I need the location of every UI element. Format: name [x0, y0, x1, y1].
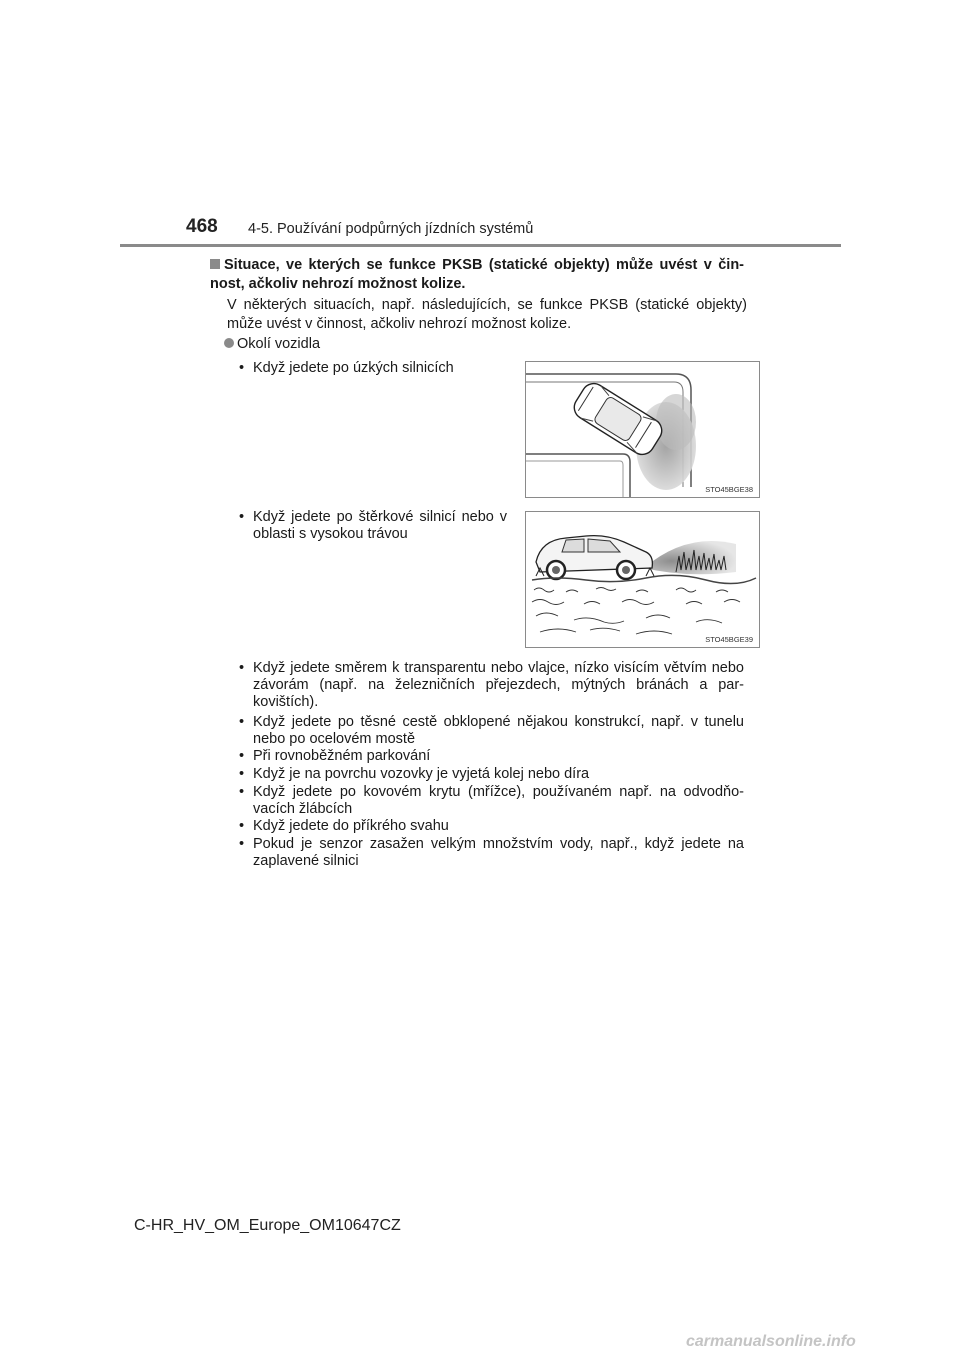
narrow-road-illustration — [526, 362, 759, 497]
header-divider — [120, 244, 841, 247]
list-item: • Když jedete po těsné cestě obklopené nějakou konstrukcí, např. v tunelu nebo po ocelovém mostě — [239, 714, 744, 747]
intro-paragraph: V některých situacích, např. následujících, se funkce PKSB (statické objekty) může uvést v činnost, ačkoliv nehrozí možnost kolize. — [227, 297, 747, 332]
bullet-icon: • — [239, 766, 245, 782]
watermark: carmanualsonline.info — [686, 1333, 856, 1350]
list-item: • Když jedete po štěrkové silnicí nebo v oblasti s vysokou trávou — [239, 509, 507, 542]
list-item: • Při rovnoběžném parkování — [239, 748, 431, 764]
bullet-icon: • — [239, 818, 245, 834]
heading-text: Situace, ve kterých se funkce PKSB (statické objekty) může uvést v čin-nost, ačkoliv nehrozí možnost kolize. — [210, 257, 744, 292]
page-number: 468 — [186, 216, 218, 237]
bullet-icon: • — [239, 836, 245, 852]
bullet-icon: • — [239, 714, 245, 730]
square-bullet-icon — [210, 259, 220, 269]
list-item: • Když jedete po úzkých silnicích — [239, 360, 454, 376]
bullet-icon: • — [239, 360, 245, 376]
circle-bullet-icon — [224, 338, 234, 348]
bullet-icon: • — [239, 509, 245, 525]
list-item: • Když je na povrchu vozovky je vyjetá kolej nebo díra — [239, 766, 590, 782]
list-item: • Když jedete směrem k transparentu nebo vlajce, nízko visícím větvím nebo závorám (např. na železničních přejezdech, mýtných bránách a par-kovištích). — [239, 660, 744, 710]
bullet-icon: • — [239, 748, 245, 764]
subsection-heading — [210, 256, 744, 294]
section-title: 4-5. Používání podpůrných jízdních systémů — [248, 221, 534, 237]
document-id: C-HR_HV_OM_Europe_OM10647CZ — [134, 1217, 401, 1234]
gravel-road-illustration — [526, 512, 759, 647]
list-item: • Když jedete do příkrého svahu — [239, 818, 449, 834]
figure-id: STO45BGE39 — [705, 635, 753, 644]
bullet-icon: • — [239, 660, 245, 676]
list-item: • Pokud je senzor zasažen velkým množstvím vody, např., když jedete na zaplavené silnici — [239, 836, 744, 869]
bullet-icon: • — [239, 784, 245, 800]
figure-gravel-road — [525, 511, 760, 648]
surroundings-label: Okolí vozidla — [237, 336, 321, 352]
figure-id: STO45BGE38 — [705, 485, 753, 494]
list-item: • Když jedete po kovovém krytu (mřížce), používaném např. na odvodňo-vacích žlábcích — [239, 784, 744, 817]
surroundings-heading — [224, 335, 320, 354]
figure-narrow-road — [525, 361, 760, 498]
